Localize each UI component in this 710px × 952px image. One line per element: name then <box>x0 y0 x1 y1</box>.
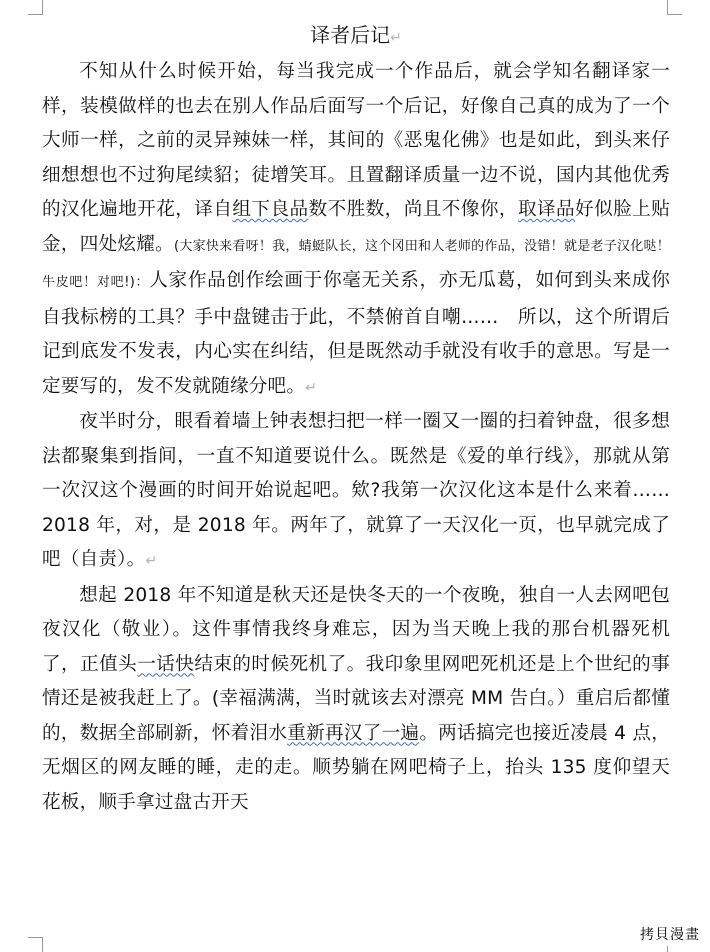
p1-text-e: 好似脸上贴金，四处炫耀。 <box>42 199 670 255</box>
p3-text-e: 。两话搞完也接近凌晨 4 点，无烟区的网友睡的睡，走的走。顺势躺在网吧椅子上，抬头 135 度仰望天花板，顺手拿过盘古开天 <box>42 722 671 813</box>
p1-text-a: 不知从什么时候开始，每当我完成一个作品后，就会学知名翻译家一样，装模做样的也去在别人作品后面写一个后记，好像自己真的成为了一个大师一样，之前的灵异辣妹一样，其间的《恶鬼化佛》也是如此，到头来仔细想想也不过狗尾续貂；徒增笑耳。且置翻译质量一边不说，国内其他优秀的汉化遍地开花，译自 <box>42 61 670 220</box>
paragraph-mark-icon: ↵ <box>390 30 402 46</box>
p2-text: 夜半时分，眼看着墙上钟表想扫把一样一圈又一圈的扫着钟盘，很多想法都聚集到指间，一直不知道要说什么。既然是《爱的单行线》，那就从第一次汉这个漫画的时间开始说起吧。欸?我第一次汉化这本是什么来着……2018 年，对，是 2018 年。两年了，就算了一天汉化一页，也早就完成了吧（自责）。 <box>42 411 670 570</box>
p3-text-c: 结束的时候死机了。我印象里网吧死机还是上个世纪的事情还是被我赶上了。(幸福满满，当时就该去对漂亮 MM 告白。）重启后都懂的，数据全部刷新，怀着泪水 <box>42 653 670 744</box>
source-watermark: 拷貝漫畫 <box>636 922 704 946</box>
paragraph-3 <box>42 579 670 821</box>
p1-aside-small-text: (大家快来看呀！我，蜻蜓队长，这个冈田和人老师的作品，没错！就是老子汉化哒！牛皮吧！对吧!)： <box>42 238 670 290</box>
p3-text-d-spellcheck: 重新再汉了一遍 <box>287 722 420 744</box>
p3-text-a: 想起 2018 年不知道是秋天还是快冬天的一个夜晚，独自一人去网吧包夜汉化（敬业）。这件事情我终身难忘，因为当天晚上我的那台机器死机了，正值头 <box>42 584 670 675</box>
p1-text-g: 人家作品创作绘画于你毫无关系，亦无瓜葛，如何到头来成你自我标榜的工具？手中盘键击于此，不禁俯首自嘲…… 所以，这个所谓后记到底发不发表，内心实在纠结，但是既然动手就没有收手的意思。写是一定要写的，发不发就随缘分吧。 <box>42 270 670 397</box>
p1-text-c: 数不胜数，尚且不像你， <box>308 199 518 220</box>
paragraph-1 <box>42 55 670 405</box>
p1-text-b-spellcheck: 组下良品 <box>232 199 309 220</box>
page-title <box>42 18 670 55</box>
p3-text-b-spellcheck: 一话快 <box>137 653 195 675</box>
p1-text-d-spellcheck: 取译品 <box>517 199 576 220</box>
document-page <box>42 18 670 820</box>
title-text: 译者后记 <box>310 23 391 47</box>
paragraph-2 <box>42 405 670 579</box>
paragraph-mark-icon: ↵ <box>305 379 318 396</box>
paragraph-mark-icon: ↵ <box>145 553 158 569</box>
page-corner-mark-bottom-left <box>28 937 43 952</box>
page-corner-mark-top-right <box>667 0 682 15</box>
page-corner-mark-top-left <box>28 0 43 15</box>
